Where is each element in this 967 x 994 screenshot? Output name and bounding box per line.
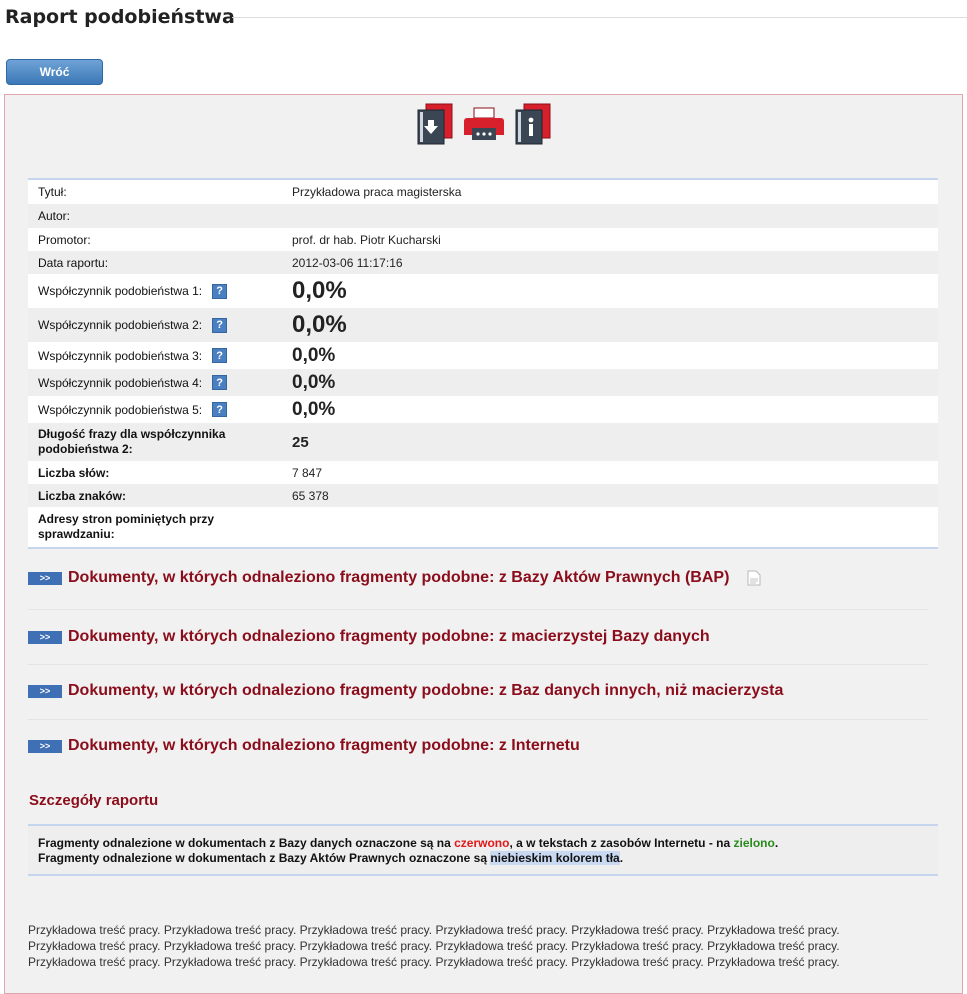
legend-text: Fragmenty odnalezione w dokumentach z Bazy Aktów Prawnych oznaczone są [38,851,491,865]
section-title[interactable]: Dokumenty, w których odnaleziono fragmenty podobne: z Bazy Aktów Prawnych (BAP) [68,569,730,586]
report-toolbar [412,102,557,146]
coefficient-text: Współczynnik podobieństwa 1: [38,284,203,298]
row-label: Autor: [38,209,71,223]
section-bap [28,569,928,587]
row-value: prof. dr hab. Piotr Kucharski [292,232,441,247]
expand-button[interactable]: >> [28,740,62,753]
table-row [28,369,938,396]
title-divider [232,17,967,18]
coefficient-label [28,348,282,363]
coefficient-text: Współczynnik podobieństwa 4: [38,375,203,390]
content-line: Przykładowa treść pracy. Przykładowa treść pracy. Przykładowa treść pracy. Przykładowa treść pracy. Przykładowa treść pracy. Przykładowa treść pracy. [28,923,840,937]
coefficient-value: 0,0% [292,398,336,420]
section-title[interactable]: Dokumenty, w których odnaleziono fragmenty podobne: z Baz danych innych, niż macierzysta [68,682,784,699]
section-title[interactable]: Dokumenty, w których odnaleziono fragmenty podobne: z Internetu [68,737,580,754]
table-row [28,461,938,484]
details-title: Szczegóły raportu [29,792,159,809]
table-row [28,396,938,423]
coefficient-text: Współczynnik podobieństwa 3: [38,348,203,363]
legend-red: czerwono [454,836,510,850]
table-row [28,204,938,228]
header-bar [0,0,967,36]
coefficient-value: 0,0% [292,311,347,338]
expand-button[interactable]: >> [28,631,62,644]
table-row [28,251,938,274]
content-line: Przykładowa treść pracy. Przykładowa treść pracy. Przykładowa treść pracy. Przykładowa treść pracy. Przykładowa treść pracy. Przykładowa treść pracy. [28,955,840,969]
table-row [28,274,938,308]
help-icon[interactable]: ? [212,284,227,299]
coefficient-value: 0,0% [292,277,347,304]
coefficient-label [28,284,282,299]
section-divider [28,609,928,610]
legend-text: , a w tekstach z zasobów Internetu - na [509,836,734,850]
section-divider [28,664,928,665]
coefficient-value: 0,0% [292,344,336,366]
page-title: Raport podobieństwa [5,6,235,28]
print-icon[interactable] [464,102,504,146]
expand-button[interactable]: >> [28,685,62,698]
row-label: Adresy stron pominiętych przy sprawdzaniu: [38,512,215,541]
document-icon[interactable] [747,570,761,586]
info-icon[interactable] [512,102,552,146]
download-icon[interactable] [414,102,454,146]
table-row [28,308,938,342]
help-icon[interactable]: ? [212,375,227,390]
section-home-db [28,628,928,646]
legend-line-2 [38,851,928,866]
table-row [28,507,938,547]
legend-text: Fragmenty odnalezione w dokumentach z Bazy danych oznaczone są na [38,836,455,850]
legend-text: . [774,836,779,850]
help-icon[interactable]: ? [212,318,227,333]
color-legend [28,824,938,876]
row-value: Przykładowa praca magisterska [292,185,462,199]
document-content [28,922,928,970]
legend-blue: niebieskim kolorem tła [490,851,620,865]
coefficient-text: Współczynnik podobieństwa 2: [38,318,203,332]
back-button[interactable]: Wróć [6,59,103,85]
table-row [28,423,938,461]
coefficient-label [28,402,282,417]
section-divider [28,719,928,720]
section-other-db [28,682,928,700]
table-row [28,180,938,204]
section-title[interactable]: Dokumenty, w których odnaleziono fragmenty podobne: z macierzystej Bazy danych [68,628,710,645]
coefficient-text: Współczynnik podobieństwa 5: [38,402,203,417]
coefficient-value: 0,0% [292,371,336,393]
row-label: Tytuł: [38,185,67,199]
table-row [28,228,938,251]
legend-line-1 [38,836,928,851]
legend-text: . [619,851,624,865]
row-label: Liczba słów: [38,465,110,480]
phrase-length-value: 25 [292,433,309,451]
word-count-value: 7 847 [292,465,323,480]
report-info-table [28,178,938,549]
section-internet [28,737,928,755]
table-row [28,484,938,507]
coefficient-label [28,318,282,333]
char-count-value: 65 378 [292,488,329,503]
help-icon[interactable]: ? [212,348,227,363]
expand-button[interactable]: >> [28,572,62,585]
row-label: Data raportu: [38,255,109,270]
row-value: 2012-03-06 11:17:16 [292,255,403,270]
phrase-length-label: Długość frazy dla współczynnika podobieństwa 2: [38,427,226,456]
content-line: Przykładowa treść pracy. Przykładowa treść pracy. Przykładowa treść pracy. Przykładowa treść pracy. Przykładowa treść pracy. Przykładowa treść pracy. [28,939,840,953]
row-label: Promotor: [38,232,91,247]
legend-green: zielono [733,836,775,850]
coefficient-label [28,375,282,390]
row-label: Liczba znaków: [38,488,127,503]
table-row [28,342,938,369]
help-icon[interactable]: ? [212,402,227,417]
